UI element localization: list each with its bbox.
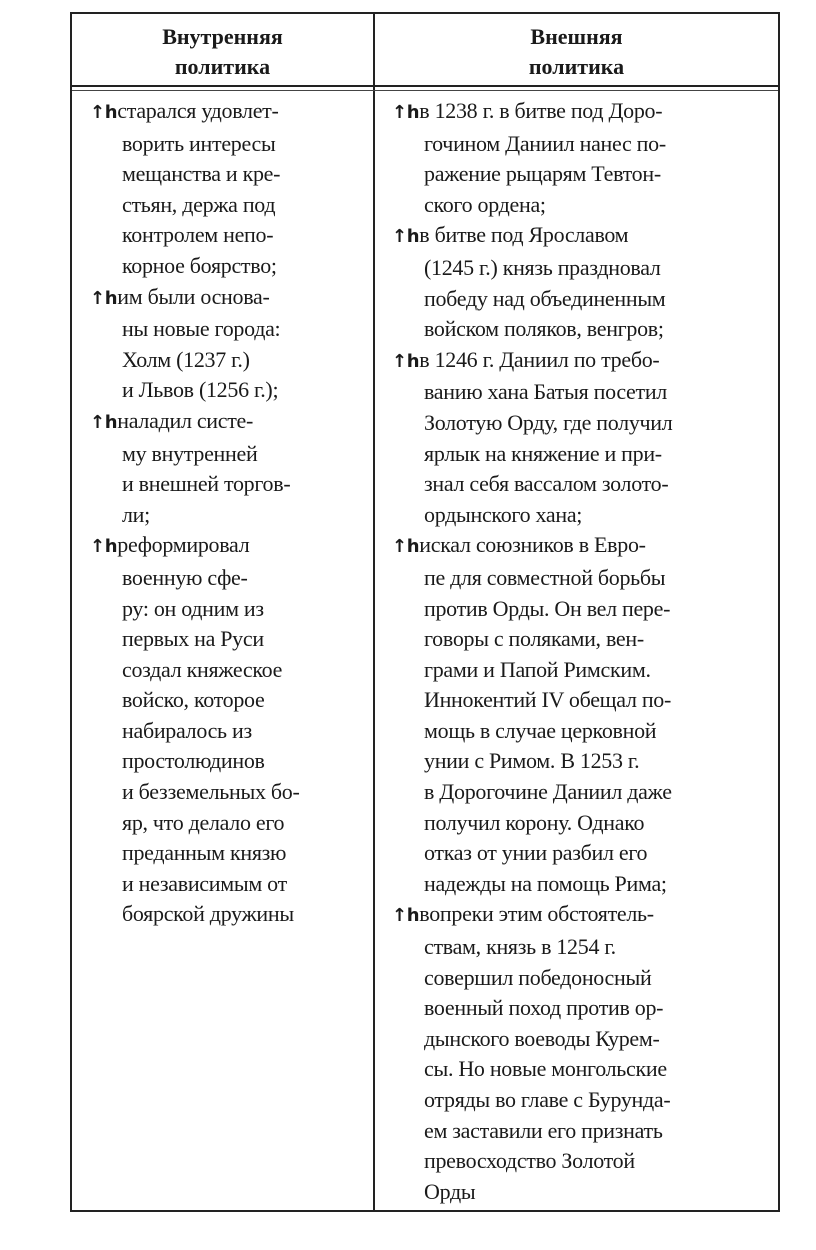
external-item-line [392, 96, 777, 129]
external-item-line [392, 777, 777, 808]
bullet-marker-icon: ↑h [392, 226, 420, 248]
external-item [392, 345, 777, 531]
bullet-marker-icon: ↑h [392, 350, 420, 372]
external-policy-column [392, 96, 777, 1207]
external-item-line [392, 1116, 777, 1147]
header-internal-policy [72, 22, 373, 82]
internal-item-text: наладил систе- [117, 407, 254, 433]
external-item-line [392, 932, 777, 963]
external-item-line [392, 563, 777, 594]
external-item-text: ордынского хана; [424, 501, 583, 527]
internal-item-text: им были основа- [117, 283, 270, 309]
external-item-line [392, 1146, 777, 1177]
policy-table [70, 12, 780, 1212]
external-item [392, 899, 777, 1207]
external-item-line [392, 716, 777, 747]
bullet-marker-icon: ↑h [392, 536, 420, 558]
external-item [392, 220, 777, 344]
internal-item-text: и Львов (1256 г.); [122, 377, 279, 403]
external-item-text: против Орды. Он вел пере- [424, 595, 671, 621]
internal-item [90, 282, 372, 406]
internal-item-line [90, 500, 372, 531]
external-item-text: в 1246 г. Даниил по требо- [419, 346, 660, 372]
external-item-line [392, 838, 777, 869]
bullet-marker-icon: ↑h [90, 536, 118, 558]
internal-item-line [90, 777, 372, 808]
external-item-text: ствам, князь в 1254 г. [424, 934, 616, 960]
internal-item-text: ворить интересы [122, 130, 276, 156]
internal-item-line [90, 624, 372, 655]
external-item [392, 96, 777, 220]
external-item-text: совершил победоносный [424, 964, 652, 990]
internal-item-text: войско, которое [122, 687, 265, 713]
bullet-marker-icon: ↑h [90, 411, 118, 433]
external-item-text: пе для совместной борьбы [424, 564, 666, 590]
external-item-text: отказ от унии разбил его [424, 840, 648, 866]
external-item-text: вопреки этим обстоятель- [419, 901, 654, 927]
internal-item-line [90, 314, 372, 345]
external-item-line [392, 408, 777, 439]
external-item-line [392, 129, 777, 160]
internal-item [90, 406, 372, 530]
external-item-line [392, 220, 777, 253]
external-item-text: ражение рыцарям Тевтон- [424, 161, 661, 187]
internal-item-line [90, 251, 372, 282]
internal-item-text: старался удовлет- [117, 98, 279, 123]
internal-item-line [90, 838, 372, 869]
bullet-marker-icon: ↑h [392, 102, 420, 123]
external-item-text: войском поляков, венгров; [424, 316, 664, 342]
external-item-text: отряды во главе с Бурунда- [424, 1087, 671, 1112]
external-item-line [392, 869, 777, 900]
external-item-line [392, 685, 777, 716]
internal-item-text: и внешней торгов- [122, 471, 291, 497]
external-item-line [392, 284, 777, 315]
internal-item-text: реформировал [117, 532, 250, 558]
internal-item-line [90, 282, 372, 315]
internal-item-text: контролем непо- [122, 222, 274, 248]
external-item-line [392, 469, 777, 500]
external-item-line [392, 624, 777, 655]
internal-item-line [90, 746, 372, 777]
external-item-line [392, 190, 777, 221]
internal-item-text: корное боярство; [122, 252, 277, 278]
internal-item-line [90, 530, 372, 563]
external-item [392, 530, 777, 899]
external-item-line [392, 963, 777, 994]
external-item-line [392, 899, 777, 932]
internal-item-line [90, 594, 372, 625]
external-item-text: Иннокентий IV обещал по- [424, 687, 672, 713]
external-item-line [392, 159, 777, 190]
internal-item-text: ны новые города: [122, 316, 281, 342]
external-item-line [392, 314, 777, 345]
external-item-text: превосходство Золотой [424, 1148, 635, 1174]
external-item-line [392, 1177, 777, 1208]
internal-item-text: первых на Руси [122, 626, 264, 652]
external-item-line [392, 345, 777, 378]
external-item-line [392, 993, 777, 1024]
external-item-text: говоры с поляками, вен- [424, 626, 644, 652]
external-item-line [392, 253, 777, 284]
external-item-line [392, 594, 777, 625]
internal-item [90, 530, 372, 930]
external-item-text: ем заставили его признать [424, 1117, 663, 1143]
internal-item-text: простолюдинов [122, 748, 265, 774]
internal-item-line [90, 345, 372, 376]
internal-item-line [90, 808, 372, 839]
external-item-text: ванию хана Батыя посетил [424, 379, 667, 405]
external-item-line [392, 746, 777, 777]
header-internal-line-1: Внутренняя [162, 24, 283, 49]
bullet-marker-icon: ↑h [90, 287, 118, 309]
column-divider [373, 14, 375, 1210]
internal-item-text: преданным князю [122, 840, 287, 866]
header-external-policy [375, 22, 778, 82]
external-item-text: мощь в случае церковной [424, 717, 657, 743]
external-item-line [392, 530, 777, 563]
internal-item-text: ли; [122, 501, 150, 527]
internal-item-line [90, 375, 372, 406]
internal-item-text: и независимым от [122, 870, 287, 896]
external-item-text: грами и Папой Римским. [424, 656, 651, 682]
external-item-text: в 1238 г. в битве под Доро- [419, 98, 663, 123]
internal-item-line [90, 439, 372, 470]
external-item-text: в битве под Ярославом [419, 222, 629, 248]
internal-item-line [90, 716, 372, 747]
external-item-text: искал союзников в Евро- [419, 532, 646, 558]
internal-item-text: создал княжеское [122, 656, 283, 682]
external-item-text: Золотую Орду, где получил [424, 409, 673, 435]
header-internal-line-2: политика [174, 54, 271, 79]
internal-item-line [90, 869, 372, 900]
internal-item-line [90, 685, 372, 716]
external-item-line [392, 1024, 777, 1055]
internal-item-line [90, 159, 372, 190]
external-item-line [392, 1085, 777, 1116]
internal-item-text: и безземельных бо- [122, 779, 300, 805]
internal-item-text: му внутренней [122, 440, 258, 466]
external-item-text: в Дорогочине Даниил даже [424, 779, 672, 805]
internal-item-line [90, 899, 372, 930]
external-item-text: гочином Даниил нанес по- [424, 130, 666, 156]
internal-item-text: ру: он одним из [122, 595, 264, 621]
internal-item-line [90, 96, 372, 129]
internal-item-text: военную сфе- [122, 564, 248, 590]
external-item-line [392, 377, 777, 408]
external-item-text: победу над объединенным [424, 285, 666, 311]
external-item-text: (1245 г.) князь праздновал [424, 254, 661, 280]
internal-item-line [90, 469, 372, 500]
external-item-text: получил корону. Однако [424, 809, 645, 835]
internal-item-text: мещанства и кре- [122, 161, 281, 187]
internal-item-line [90, 129, 372, 160]
external-item-text: ярлык на княжение и при- [424, 440, 662, 466]
bullet-marker-icon: ↑h [90, 102, 118, 123]
internal-item-line [90, 655, 372, 686]
internal-item-text: боярской дружины [122, 901, 294, 927]
external-item-line [392, 655, 777, 686]
header-divider [72, 85, 778, 87]
internal-item-text: яр, что делало его [122, 809, 285, 835]
internal-item [90, 96, 372, 282]
external-item-line [392, 808, 777, 839]
external-item-line [392, 1054, 777, 1085]
bullet-marker-icon: ↑h [392, 905, 420, 927]
internal-item-text: стьян, держа под [122, 191, 276, 217]
internal-item-line [90, 563, 372, 594]
external-item-line [392, 439, 777, 470]
internal-item-line [90, 220, 372, 251]
external-item-text: Орды [424, 1178, 476, 1204]
external-item-text: знал себя вассалом золото- [424, 471, 669, 497]
internal-item-text: набиралось из [122, 717, 252, 743]
external-item-text: ского ордена; [424, 191, 546, 217]
external-item-text: надежды на помощь Рима; [424, 870, 667, 896]
internal-item-line [90, 406, 372, 439]
header-divider-secondary [72, 90, 778, 91]
external-item-text: унии с Римом. В 1253 г. [424, 748, 640, 774]
internal-policy-column [90, 96, 372, 930]
external-item-text: военный поход против ор- [424, 995, 664, 1021]
internal-item-line [90, 190, 372, 221]
header-external-line-1: Внешняя [530, 24, 623, 49]
external-item-text: сы. Но новые монгольские [424, 1056, 667, 1082]
external-item-text: дынского воеводы Курем- [424, 1025, 660, 1051]
header-external-line-2: политика [528, 54, 625, 79]
internal-item-text: Холм (1237 г.) [122, 346, 250, 372]
external-item-line [392, 500, 777, 531]
